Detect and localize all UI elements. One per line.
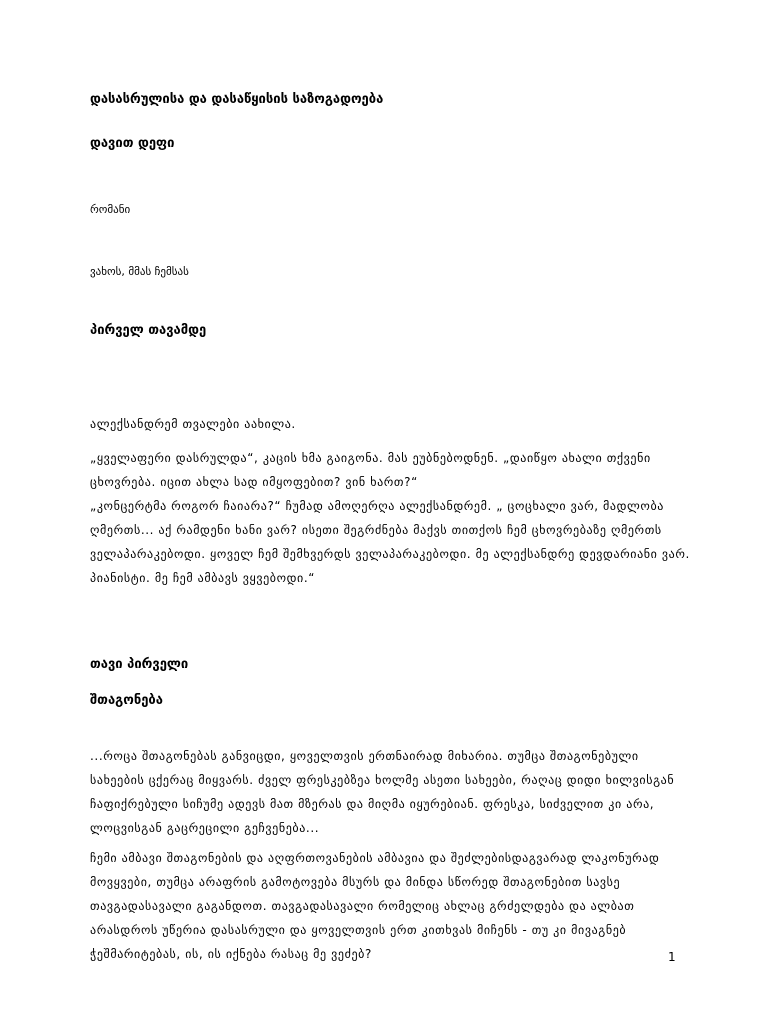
chapter-paragraph: ჩემი ამბავი შთაგონების და აღფრთოვანების ამბავია და შეძლებისდაგვარად ლაკონურად მოვყვები, თუმცა არაფრის გამოტოვება მსურს და მინდა სწორედ შთაგონებით სავსე თავგადასავალი გაგანდოთ. თავგადასავალი რომელიც ახლაც გრძელდება და ალბათ არასდროს უწერია დასასრული და ყოველთვის ერთ კითხვას მიჩენს - თუ კი მივაგნებ ჭეშმარიტებას, ის, ის იქნება რასაც მე ვეძებ? [90, 851, 660, 961]
chapter-paragraph: ...როცა შთაგონებას განვიცდი, ყოველთვის ერთნაირად მიხარია. თუმცა შთაგონებული სახეების ცქერაც მიყვარს. ძველ ფრესკებზეა ხოლმე ასეთი სახეები, რაღაც დიდი ხილვისგან ჩაფიქრებული სიჩუმე ადევს მათ მზერას და მიღმა იყურებიან. ფრესკა, სიძველით კი არა, ლოცვისგან გაცრეცილი გეჩვენება... [90, 749, 675, 835]
page-number: 1 [668, 950, 676, 964]
prologue-heading: პირველ თავამდე [90, 323, 207, 338]
prologue-paragraph: „ყველაფერი დასრულდა“, კაცის ხმა გაიგონა. მას ეუბნებოდნენ. „დაიწყო ახალი თქვენი ცხოვრება. იცით ახლა სად იმყოფებით? ვინ ხართ?“ [90, 451, 651, 489]
chapter-subheading: შთაგონება [90, 693, 163, 708]
prologue-paragraph: „კონცერტმა როგორ ჩაიარა?“ ჩუმად ამოღერღა ალექსანდრემ. „ ცოცხალი ვარ, მადლობა ღმერთს... აქ რამდენი ხანი ვარ? ისეთი შეგრძნება მაქვს თითქოს ჩემ ცხოვრებაზე ღმერთს ველაპარაკებოდი. ყოველ ჩემ შემხვერდს ველაპარაკებოდი. მე ალექსანდრე დევდარიანი ვარ. პიანისტი. მე ჩემ ამბავს ვყვებოდი.“ [90, 499, 690, 585]
dedication: ვახოს, მმას ჩემსას [90, 265, 189, 278]
chapter-heading: თავი პირველი [90, 657, 189, 672]
author-name: დავით დეფი [90, 136, 175, 151]
prologue-paragraph: ალექსანდრემ თვალები აახილა. [90, 417, 296, 431]
genre-label: რომანი [90, 203, 131, 216]
book-title: დასასრულისა და დასაწყისის საზოგადოება [90, 92, 384, 107]
